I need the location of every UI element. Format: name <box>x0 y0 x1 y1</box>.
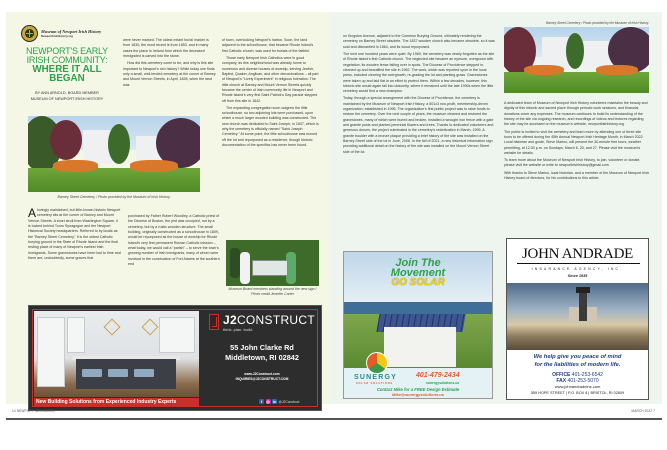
photo-caption: Barney Street Cemetery / Photo provided by the Museum of Irish History. <box>57 195 171 199</box>
article-column-2-bottom <box>128 214 221 269</box>
j2-contact <box>204 372 320 382</box>
andrade-slogan: We help give you peace of mind for the liabilities of modern life. <box>533 354 622 368</box>
j2-social <box>259 399 299 404</box>
sunergy-solar-ad[interactable] <box>343 251 493 399</box>
right-page <box>329 12 662 413</box>
lighthouse-icon <box>579 293 587 321</box>
paragraph: How did this cemetery come to be, and why is this site important to Newport's rich history? While today one finds only a small, well-tended cemetery at the corner of Barney and Mount Vernon Streets, in April, 1828, when the land was <box>123 61 216 87</box>
paragraph: lovingly maintained, but little-known historic Newport cemetery sits at the corner of Barney and Mount Vernon Streets. A short stroll from Washington Square, it is tucked behind Touro Synagogue and the Newport Historical Society headquarters. Referred to by locals as the "Barney Street Cemetery," it is the oldest Catholic burying ground in the State of Rhode Island and the final resting place of many of Newport's earliest Irish immigrants. Some gravestones have been lost to time and there are, undoubtedly, some graves that <box>28 208 121 261</box>
j2construct-ad[interactable] <box>28 305 322 411</box>
byline <box>16 91 118 102</box>
paragraph: The next one hundred years were quiet. By 1960, the cemetery was nearly forgotten as the site of Rhode Island's first Catholic church. The neglected site became an eyesore, overgrown with vegetation, its wooden fence falling over in spots. The Diocese of Providence stepped in, cleaned up and beautified the site in 1962. The work, which was reported upon in the local press, included clearing the overgrowth, re-grading the lot and planting grass. Gravestones were taken up and laid flat in an effort to protect them. Within a few decades, however, this historic site would again fall into obscurity, where it remained until the late 1990s when the little cemetery would find a new champion. <box>343 51 495 94</box>
page-folio-left: 14 NEWPORT NEIGHBORS <box>12 409 55 413</box>
paragraph: Those early Newport Irish Catholics were in good company, as this neighborhood was already home to numerous and diverse houses of worship, serving Jewish, Baptist, Quaker, Anglican, and other denominations – all part of Newport's "Lively Experiment" in religious toleration. The little church at Barney and Mount Vernon Streets quickly became the center of Irish community life in Newport and Rhode Island's very first Saint Patrick's Day parade stepped off from this site in 1842. <box>222 55 319 103</box>
paragraph: To learn more about the Museum of Newport Irish History, to join, volunteer or donate, please visit the website or write to newportirishhistory@gmail.com <box>504 158 641 168</box>
lightbulb-logo-icon <box>366 352 388 374</box>
paragraph: of town, overlooking Newport's harbor. Soon, the land adjacent to the schoolhouse, that became Rhode Island's first Catholic church, was used for burials of the faithful. <box>222 38 314 53</box>
article-column-3-top <box>222 38 319 150</box>
photo-caption-right: Barney Street Cemetery / Photo provided by the Museum of Irish History. <box>546 21 649 25</box>
article-column-r1 <box>343 34 495 157</box>
lighthouse-photo <box>507 283 648 350</box>
drop-cap: A <box>28 206 37 220</box>
j2-slogan: think. plan. build. <box>223 327 254 332</box>
andrade-office: OFFICE 401-253-6542 <box>552 372 603 378</box>
andrade-fax: FAX 401-253-5070 <box>556 378 599 385</box>
sunergy-email-link[interactable]: Mike@sunergysolutions.us <box>392 392 444 397</box>
celtic-cross-icon <box>21 25 38 42</box>
paragraph: purchased by Father Robert Woodley, a Catholic priest of the Diocese of Boston, the plot was occupied, not by a cemetery, but by a rustic wooden structure. The small building, originally constructed as a schoolhouse in 1809, would be repurposed as the house of worship for Rhode Island's very first permanent Roman Catholic mission – what today, we would call a "parish" – to serve the town's growing number of Irish immigrants, many of whom were involved in the construction of Fort Adams at the southern end <box>128 214 220 267</box>
j2-tagline: New Building Solutions from Experienced Industry Experts <box>34 398 199 407</box>
cemetery-photo-right <box>504 27 649 93</box>
sunergy-brand: SUNERGY <box>354 374 398 381</box>
andrade-website-link[interactable]: www.johnandradeins.com <box>554 384 601 389</box>
john-andrade-ad[interactable] <box>506 238 649 400</box>
solar-headline: Join The Movement GO SOLAR <box>390 257 446 288</box>
andrade-name: JOHN ANDRADE <box>522 246 633 262</box>
article-column-2-top <box>123 38 216 90</box>
cemetery-photo <box>28 116 200 192</box>
j2-brand: J2CONSTRUCT <box>223 313 315 327</box>
article-headline <box>16 47 118 83</box>
museum-logo <box>21 23 121 43</box>
j2-address: 55 John Clarke Rd Middletown, RI 02842 <box>225 343 299 362</box>
facebook-icon[interactable]: f <box>260 399 263 404</box>
j2-social-handle: @J2Construct <box>278 399 300 404</box>
byline-org: MUSEUM OF NEWPORT IRISH HISTORY <box>30 96 104 101</box>
j2-email-link[interactable]: INQUIRIES@J2CONSTRUCT.COM <box>235 377 289 381</box>
paragraph: A dedicated team of Museum of Newport Irish History volunteers maintains the beauty and dignity of this historic and sacred place through periodic work sessions, and financial donations cover any expenses. The museum continues to build its understanding of the history of the site via ongoing research, and recordings of videos and lectures regarding the site may be accessed on the museum's website, newportirishhistory.org <box>504 101 648 127</box>
museum-name: Museum of Newport Irish History <box>41 28 102 34</box>
instagram-icon[interactable]: ◎ <box>266 399 270 404</box>
paragraph: With thanks to Steve Marino, local historian, and a member of the Museum of Newport Irish History board of directors, for his contributions to this article. <box>504 170 650 180</box>
j2-logo-icon <box>209 314 219 330</box>
left-page <box>6 12 329 413</box>
andrade-subtitle: INSURANCE AGENCY, INC. <box>531 267 624 271</box>
andrade-phones <box>507 372 648 384</box>
sunergy-contact: Contact Mike for a FREE Design Estimate <box>376 387 460 392</box>
headline-line-1: NEWPORT'S EARLY IRISH COMMUNITY: <box>26 46 108 65</box>
paragraph: The public is invited to visit the cemetery and learn more by attending one of three site tours to be offered during the 45th Annual Newport Irish Heritage Month, in March 2022. Local historian and guide, Steve Marino, will present the 30-minute free tours, weather permitting, at 12:30 p.m. on Sundays, March 6, 20, and 27. Please visit the museum's website for details. <box>504 129 644 155</box>
article-column-1-bottom <box>28 208 121 261</box>
paragraph: The expanding congregation soon outgrew the little schoolhouse, so two adjoining lots were purchased, upon which a much larger wooden building was constructed. The new church was dedicated to Saint Joseph, in 1837, which is why the cemetery is officially named "Saint Joseph Cemetery." At some point, the little schoolhouse was moved off the lot and repurposed as a residence, though historic documentation of the specifics has never been found. <box>222 105 319 148</box>
andrade-address: 559 HOPE STREET | P.O. BOX 8 | BRISTOL, RI 02809 <box>530 391 625 395</box>
board-members-photo <box>226 240 319 286</box>
byline-author: BY ANN ARNOLD, BOARD MEMBER <box>35 91 99 95</box>
headline-line-2: WHERE IT ALL BEGAN <box>32 64 102 84</box>
article-column-r2 <box>504 101 649 183</box>
paragraph: Today, through a special arrangement with the Diocese of Providence, the cemetery is maintained by the Museum of Newport Irish History, a 501c3 non-profit, membership-driven organization, established in 1996. The organization's first public project was to raise funds to restore the cemetery. Over the next couple of years, the museum cleaned and restored the gravestones, many of which were buried and broken, installed a wrought iron fence with a gate and granite posts and planted perennial flowers and trees. Thanks to dedicated volunteers and generous donors, the project culminated in the cemetery's rededication in March, 1999. A granite boulder with a bronze plaque providing a brief history of the site was installed on the Barney Street side of the lot in June, 2008. In the fall of 2021, a new historical information sign providing additional detail on the history of the site was installed on the Mount Vernon Street side of the lot. <box>343 96 494 154</box>
bottom-divider <box>6 418 662 420</box>
board-photo-caption: Museum Board members standing around the new sign / Photo credit Jennifer Carter <box>228 287 317 296</box>
house-photo <box>384 327 456 367</box>
museum-url: NewportIrishHistory.org <box>41 33 73 38</box>
linkedin-icon[interactable]: in <box>272 399 277 404</box>
sunergy-subtitle: SOLAR SOLUTIONS <box>356 382 393 385</box>
page-folio-right: MARCH 2022 7 <box>631 409 655 413</box>
paragraph: on Kingston Avenue, adjacent to the Common Burying Ground, ultimately rendering the cemetery on Barney Street obsolete. The 1837 wooden church also became obsolete, so it was sold and dismantled in 1864, and its wood repurposed. <box>343 34 495 49</box>
paragraph: were never marked. The oldest extant burial marker is from 1830; the most recent is from 1853, and in many cases the place in Ireland from which the deceased immigrated is carved into the stone. <box>123 38 209 59</box>
kitchen-photo <box>34 311 199 397</box>
sunergy-phone[interactable]: 401-479-2434 <box>416 372 460 379</box>
sunergy-website-link[interactable]: sunergysolutions.us <box>426 381 460 385</box>
andrade-since: Since 1935 <box>567 274 588 278</box>
j2-website-link[interactable]: www.J2Construct.com <box>244 372 280 376</box>
